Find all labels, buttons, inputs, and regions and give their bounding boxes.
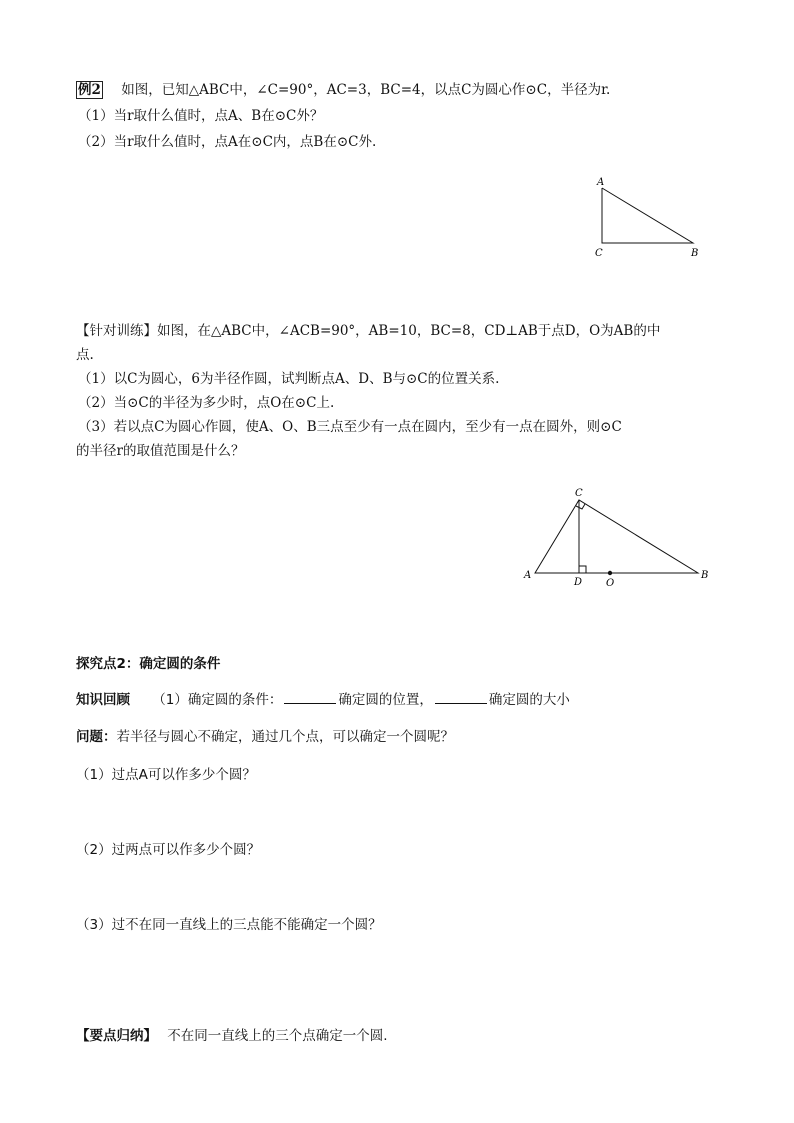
summary-text: 不在同一直线上的三个点确定一个圆. — [167, 1028, 388, 1044]
summary-label: 【要点归纳】 — [76, 1028, 157, 1044]
review-text-3: 确定圆的大小 — [488, 692, 570, 708]
vertex-label-C: C — [595, 248, 603, 259]
vertex-label-D: D — [574, 577, 583, 588]
vertex-label-B: B — [691, 248, 699, 259]
example-tag: 例2 — [78, 82, 101, 98]
example2-question-2: （2）当r取什么值时，点A在⊙C内，点B在⊙C外. — [78, 134, 377, 150]
fill-blank-2[interactable] — [435, 691, 487, 704]
practice-heading: 【针对训练】如图，在△ABC中，∠ACB=90°，AB=10，BC=8，CD⊥AB于点D，O为AB的中 — [76, 323, 661, 339]
key-point-summary — [76, 1027, 388, 1045]
practice-question-1: （1）以C为圆心，6为半径作圆，试判断点A、D、B与⊙C的位置关系. — [78, 371, 500, 387]
vertex-label-O: O — [606, 578, 615, 589]
practice-question-3-cont: 的半径r的取值范围是什么？ — [76, 443, 245, 459]
review-text-1: （1）确定圆的条件： — [152, 692, 283, 708]
review-label: 知识回顾 — [76, 692, 130, 708]
practice-question-2: （2）当⊙C的半径为多少时，点O在⊙C上. — [78, 395, 335, 411]
review-text-2: 确定圆的位置， — [338, 692, 433, 708]
knowledge-review — [76, 691, 570, 709]
fill-blank-1[interactable] — [284, 691, 336, 704]
section-title: 探究点2：确定圆的条件 — [76, 656, 221, 672]
vertex-label-A: A — [524, 570, 532, 581]
vertex-label-A: A — [597, 177, 605, 188]
question-label: 问题： — [76, 729, 117, 745]
example2-statement — [76, 81, 610, 99]
question-text: 若半径与圆心不确定，通过几个点，可以确定一个圆呢？ — [116, 729, 454, 745]
triangle-figure-2 — [515, 482, 720, 592]
example2-text: 如图，已知△ABC中，∠C=90°，AC=3，BC=4，以点C为圆心作⊙C，半径为r. — [121, 82, 611, 98]
triangle-figure-1 — [585, 172, 715, 267]
sub-question-3: （3）过不在同一直线上的三点能不能确定一个圆？ — [76, 917, 382, 933]
question-line — [76, 728, 454, 746]
vertex-label-C: C — [575, 488, 583, 499]
practice-heading-cont: 点. — [76, 347, 94, 363]
example2-question-1: （1）当r取什么值时，点A、B在⊙C外？ — [78, 108, 324, 124]
vertex-label-B: B — [701, 570, 709, 581]
midpoint-O-dot — [608, 571, 612, 575]
practice-question-3: （3）若以点C为圆心作圆，使A、O、B三点至少有一点在圆内，至少有一点在圆外，则⊙C — [78, 419, 622, 435]
sub-question-2: （2）过两点可以作多少个圆？ — [76, 842, 261, 858]
sub-question-1: （1）过点A可以作多少个圆？ — [76, 767, 256, 783]
